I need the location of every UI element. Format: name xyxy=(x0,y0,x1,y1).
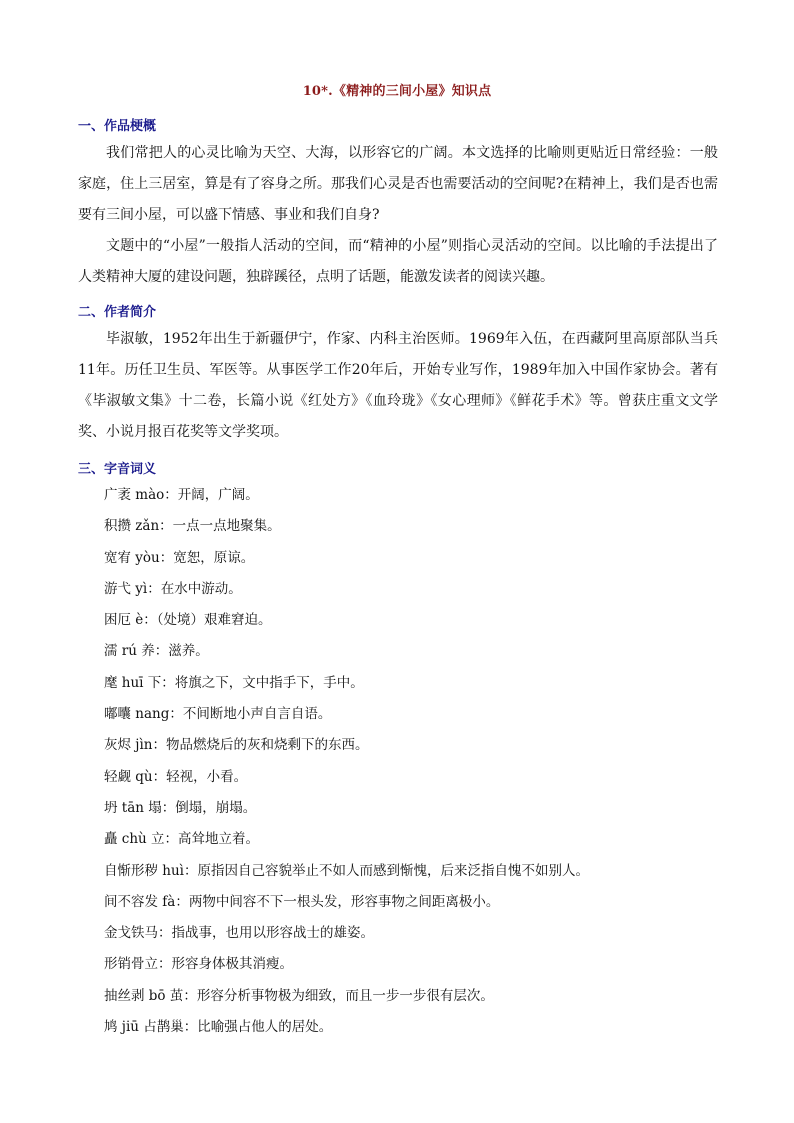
vocab-item: 鸠 jiū 占鹊巢：比喻强占他人的居处。 xyxy=(104,1019,333,1036)
vocab-item: 间不容发 fà：两物中间容不下一根头发，形容事物之间距离极小。 xyxy=(104,893,500,910)
vocab-item: 自惭形秽 huì：原指因自己容貌举止不如人而感到惭愧，后来泛指自愧不如别人。 xyxy=(104,862,589,879)
vocab-item: 麾 huī 下：将旗之下，文中指手下，手中。 xyxy=(104,674,364,691)
vocab-item: 形销骨立：形容身体极其消瘦。 xyxy=(104,956,293,973)
synopsis-paragraph-2: 文题中的“小屋”一般指人活动的空间，而“精神的小屋”则指心灵活动的空间。以比喻的手法提出了人类精神大厦的建设问题，独辟蹊径，点明了话题，能激发读者的阅读兴趣。 xyxy=(78,238,718,285)
section-heading-author: 二、作者简介 xyxy=(78,305,157,320)
vocabulary-list xyxy=(104,480,724,1043)
vocab-item: 嘟囔 nang：不间断地小声自言自语。 xyxy=(104,706,332,723)
author-paragraph: 毕淑敏，1952年出生于新疆伊宁，作家、内科主治医师。1969年入伍，在西藏阿里高原部队当兵11年。历任卫生员、军医等。从事医学工作20年后，开始专业写作，1989年加入中国作家协会。著有《毕淑敏文集》十二卷，长篇小说《红处方》《血玲珑》《女心理师》《鲜花手术》等。曾获庄重文文学奖、小说月报百花奖等文学奖项。 xyxy=(78,331,718,440)
synopsis-paragraph-1: 我们常把人的心灵比喻为天空、大海，以形容它的广阔。本文选择的比喻则更贴近日常经验：一般家庭，住上三居室，算是有了容身之所。那我们心灵是否也需要活动的空间呢?在精神上，我们是否也需要有三间小屋，可以盛下情感、事业和我们自身? xyxy=(78,145,718,223)
vocab-item: 轻觑 qù：轻视，小看。 xyxy=(104,768,248,785)
vocab-item: 金戈铁马：指战事，也用以形容战士的雄姿。 xyxy=(104,925,374,942)
vocab-item: 濡 rú 养：滋养。 xyxy=(104,643,209,660)
vocab-item: 坍 tān 塌：倒塌，崩塌。 xyxy=(104,799,257,816)
vocab-item: 灰烬 jìn：物品燃烧后的灰和烧剩下的东西。 xyxy=(104,737,369,754)
section-heading-synopsis: 一、作品梗概 xyxy=(78,119,157,134)
vocab-item: 矗 chù 立：高耸地立着。 xyxy=(104,831,260,848)
vocab-item: 宽宥 yòu：宽恕，原谅。 xyxy=(104,549,255,566)
page-title: 10*.《精神的三间小屋》知识点 xyxy=(302,84,492,99)
vocab-item: 困厄 è：（处境）艰难窘迫。 xyxy=(104,612,272,629)
section-heading-vocabulary: 三、字音词义 xyxy=(78,462,157,477)
vocab-item: 积攒 zǎn：一点一点地聚集。 xyxy=(104,518,281,535)
vocab-item: 广袤 mào：开阔，广阔。 xyxy=(104,487,259,503)
vocab-item: 抽丝剥 bō 茧：形容分析事物极为细致，而且一步一步很有层次。 xyxy=(104,987,494,1004)
vocab-item: 游弋 yì：在水中游动。 xyxy=(104,580,242,597)
